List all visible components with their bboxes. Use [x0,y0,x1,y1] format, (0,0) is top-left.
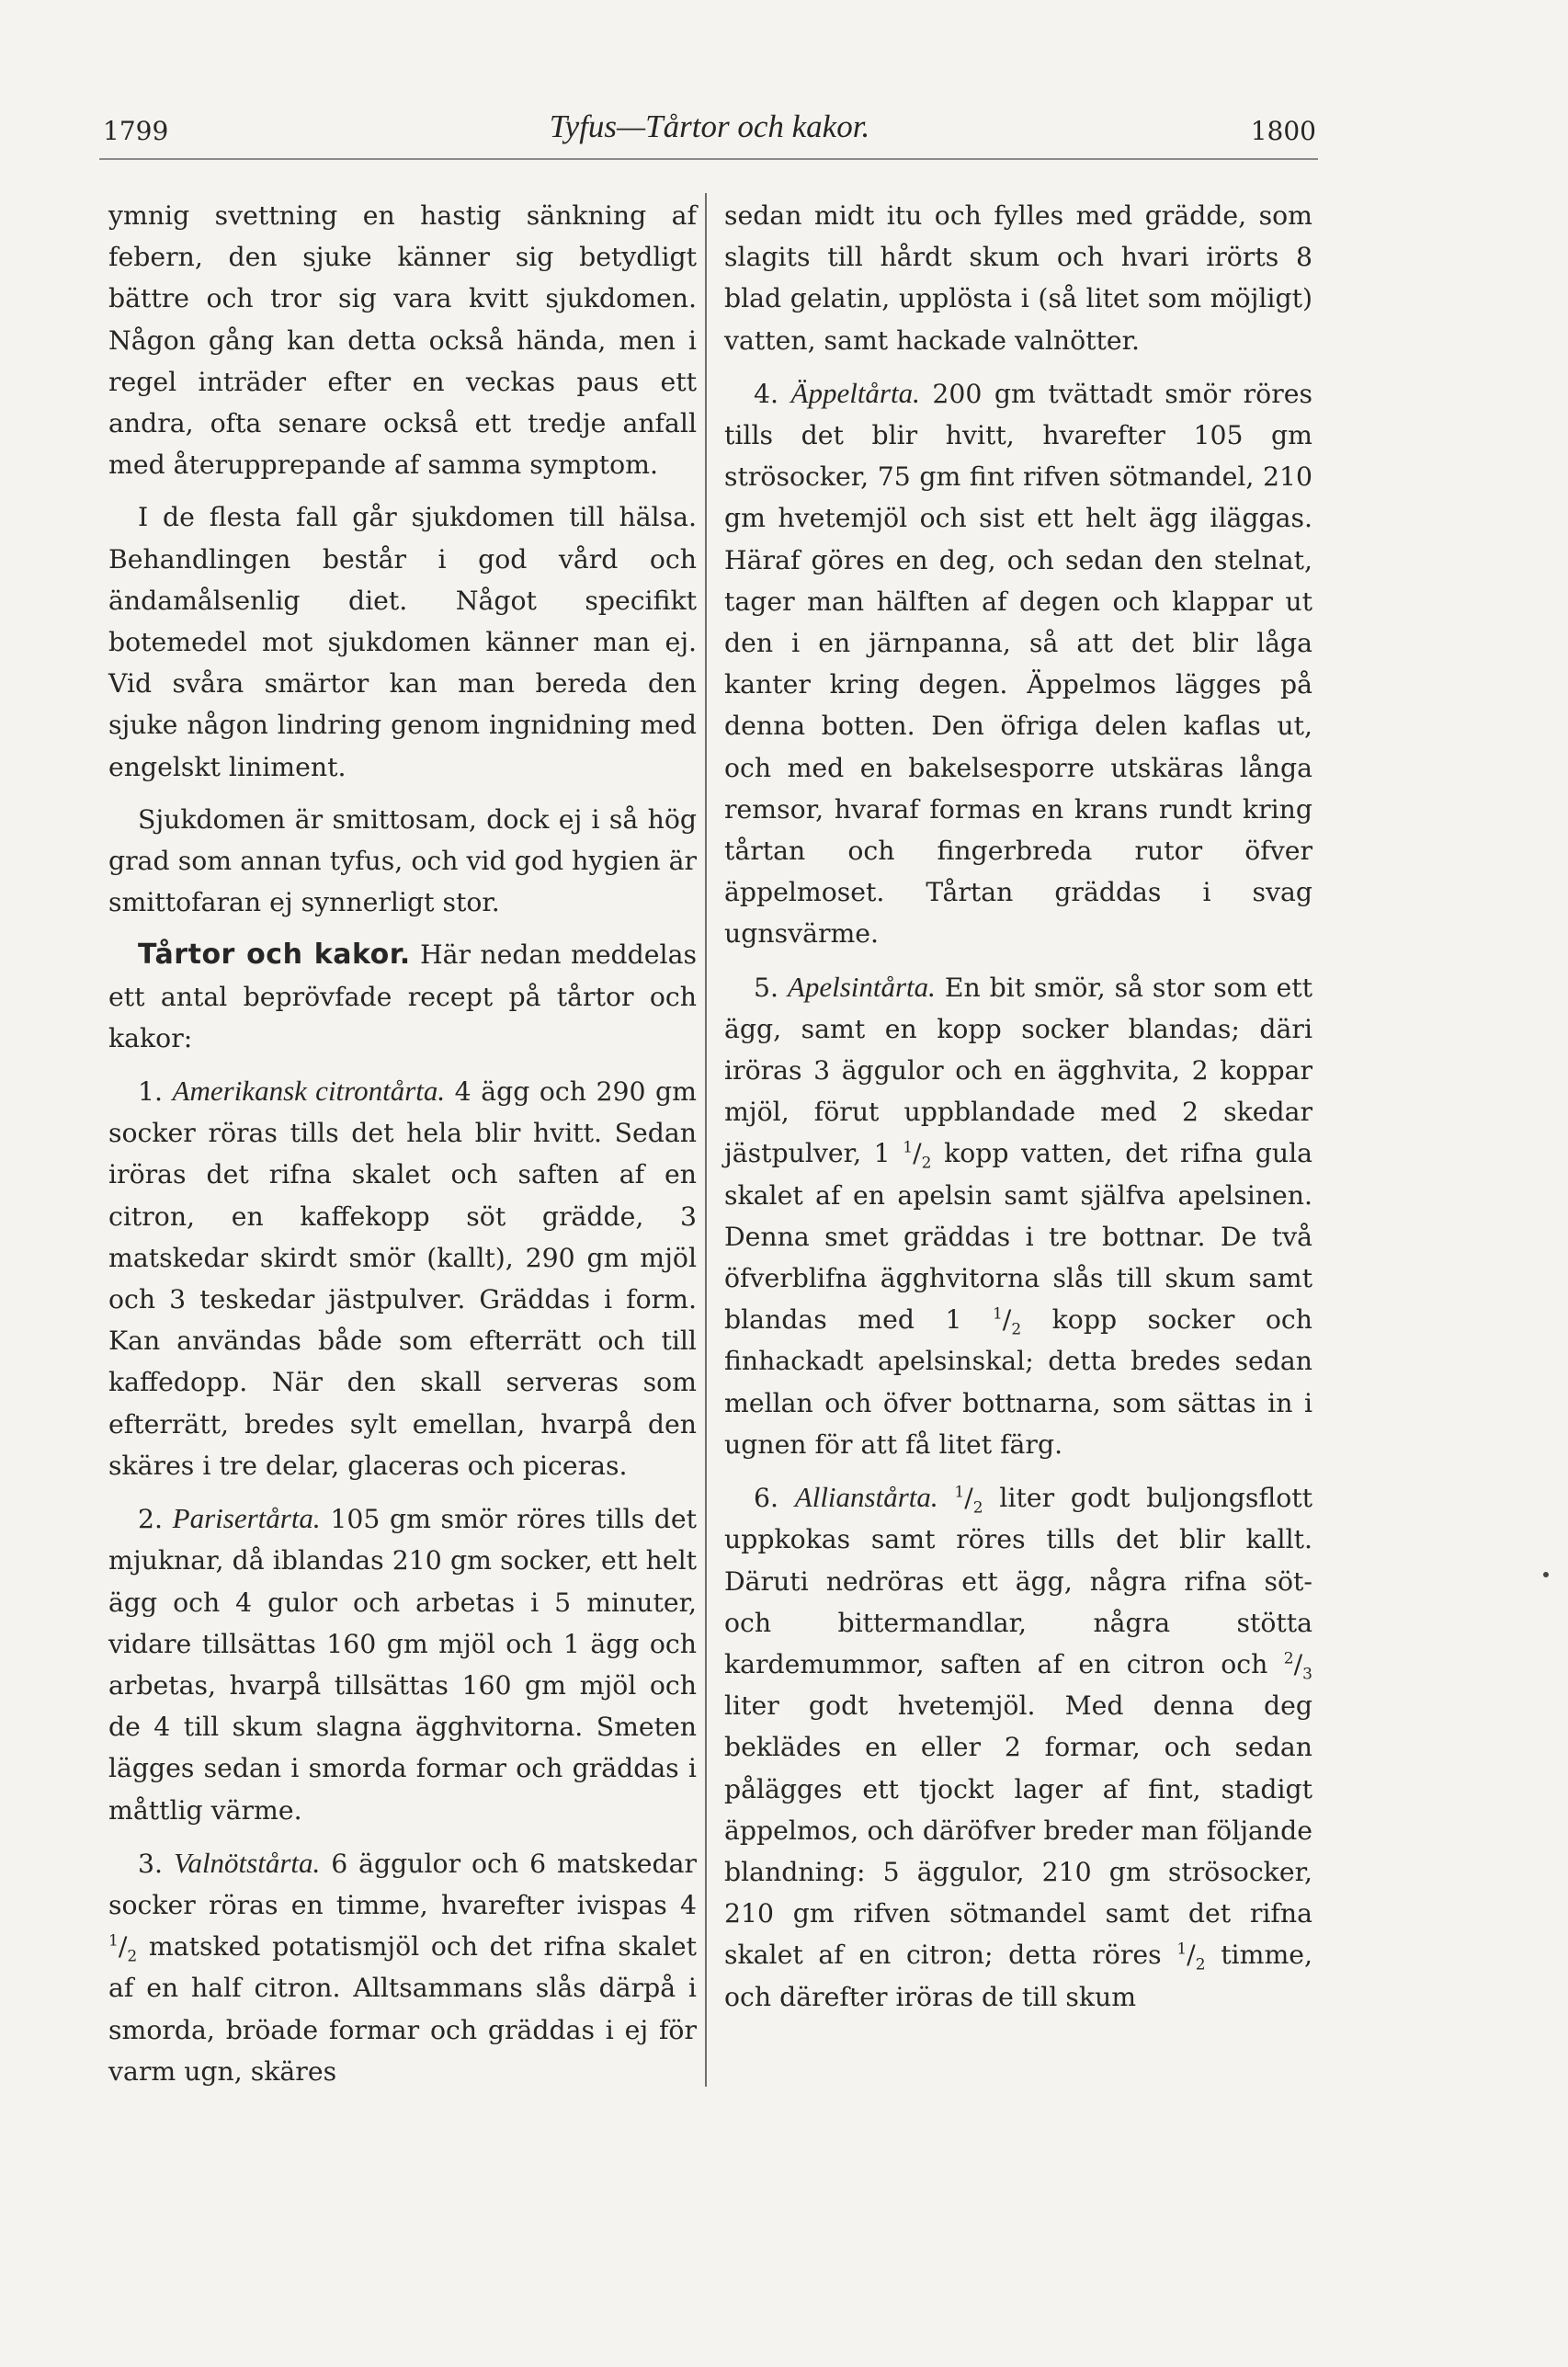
fraction: $^1/_2$ [992,1304,1022,1339]
paragraph: Sjukdomen är smittosam, dock ej i så hög grad som annan tyfus, och vid god hygien är smittofaran ej synnerligt stor. [108,803,697,918]
recipe-title: Amerikansk citrontårta. [172,1075,446,1108]
page-number-left: 1799 [103,116,169,146]
recipe-title: Apelsintårta. [787,970,936,1003]
recipe-text: kopp socker och finhackadt apelsinskal; detta bredes sedan mellan och öfver bottnarna, som sättas in i ugnen för att få litet färg. [724,1304,1312,1460]
paragraph: ymnig svettning en hastig sänkning af febern, den sjuke känner sig betydligt bättre och tror sig vara kvitt sjukdomen. Någon gång kan detta också hända, men i regel inträder efter en veckas paus ett andra, ofta senare också ett tredje anfall med återupprepande af samma symptom. [108,200,697,481]
section-intro: Här nedan meddelas ett antal beprövfade recept på tårtor och kakor: [108,939,697,1053]
page-number-right: 1800 [1250,116,1316,146]
left-column [108,195,697,2103]
recipe-6 [724,1476,1312,2018]
fraction: $^1/_2$ [903,1138,932,1174]
right-column [724,195,1312,2029]
fraction: $^2/_3$ [1283,1648,1312,1684]
running-title: Tyfus—Tårtor och kakor. [549,108,870,144]
recipe-title: Valnötstårta. [173,1846,321,1879]
recipe-title: Äppeltårta. [790,376,920,409]
fraction: $^1/_2$ [954,1483,983,1518]
ink-speck [1543,1572,1549,1577]
recipe-number: 5. [754,972,778,1003]
recipe-text: 105 gm smör röres tills det mjuknar, då iblandas 210 gm socker, ett helt ägg och 4 gulor och arbetas i 5 minuter, vidare tillsättas 160 gm mjöl och 1 ägg och arbetas, hvarpå tillsättas 160 gm mjöl och de 4 till skum slagna ägghvitorna. Smeten lägges sedan i smorda formar och gräddas i måttlig värme. [108,1504,697,1826]
recipe-title: Parisertårta. [172,1502,321,1535]
recipe-text: 6 äggulor och 6 matskedar socker röras en timme, hvarefter ivispas 4 [108,1848,697,1920]
recipe-5 [724,966,1312,1465]
recipe-number: 2. [138,1504,163,1535]
header-rule [99,158,1318,160]
recipe-3 [108,1842,697,2092]
recipe-text: 200 gm tvättadt smör röres tills det blir hvitt, hvarefter 105 gm strösocker, 75 gm fint rifven sötmandel, 210 gm hvetemjöl och sist ett helt ägg iläggas. Häraf göres en deg, och sedan den stelnat, tager man hälften af degen och klappar ut den i en järnpanna, så att det blir låga kanter kring degen. Äppelmos lägges på denna botten. Den öfriga delen kaflas ut, och med en bakelsesporre utskäras långa remsor, hvaraf formas en krans rundt kring tårtan och fingerbreda rutor öfver äppelmoset. Tårtan gräddas i svag ugnsvärme. [724,378,1312,950]
recipe-number: 1. [138,1076,163,1108]
recipe-text: timme, och därefter iröras de till skum [724,1940,1313,2012]
fraction: $^1/_2$ [108,1931,138,1966]
recipe-number: 6. [754,1483,778,1514]
recipe-text: 4 ägg och 290 gm socker röras tills det hela blir hvitt. Sedan iröras det rifna skalet och saften af en citron, en kaffekopp söt grädde, 3 matskedar skirdt smör (kallt), 290 gm mjöl och 3 teskedar jästpulver. Gräddas i form. Kan användas både som efterrätt och till kaffedopp. När den skall serveras som efterrätt, bredes sylt emellan, hvarpå den skäres i tre delar, glaceras och piceras. [108,1076,697,1481]
recipe-1 [108,1070,697,1486]
section-paragraph [108,934,697,1059]
fraction: $^1/_2$ [1176,1940,1206,1974]
recipe-number: 3. [138,1848,163,1879]
recipe-text: liter godt buljongsflott uppkokas samt röres tills det blir kallt. Däruti nedröras ett ägg, några rifna söt- och bittermandlar, några stötta kardemummor, saften af en citron och [724,1483,1312,1679]
recipe-text: liter godt hvetemjöl. Med denna deg beklädes en eller 2 formar, och sedan pålägges ett tjockt lager af fint, stadigt äppelmos, och däröfver breder man följande blandning: 5 äggulor, 210 gm strösocker, 210 gm rifven sötmandel samt det rifna skalet af en citron; detta röres [724,1690,1312,1971]
recipe-text: kopp vatten, det rifna gula skalet af en apelsin samt själfva apelsinen. Denna smet gräddas i tre bottnar. De två öfverblifna ägghvitorna slås till skum samt blandas med 1 [724,1138,1313,1336]
section-heading: Tårtor och kakor. [138,939,411,972]
recipe-2 [108,1497,697,1831]
recipe-4 [724,372,1312,955]
recipe-text: En bit smör, så stor som ett ägg, samt en kopp socker blandas; däri iröras 3 äggulor och en ägghvita, 2 koppar mjöl, förut uppblandade med 2 skedar jästpulver, 1 [724,972,1313,1169]
recipe-title: Allianstårta. [794,1481,938,1514]
recipe-number: 4. [754,378,778,409]
paragraph: I de flesta fall går sjukdomen till hälsa. Behandlingen består i god vård och ändamålsenlig diet. Något specifikt botemedel mot sjukdomen känner man ej. Vid svåra smärtor kan man bereda den sjuke någon lindring genom ingnidning med engelskt liniment. [108,502,697,782]
paragraph: sedan midt itu och fylles med grädde, som slagits till hårdt skum och hvari irörts 8 blad gelatin, upplösta i (så litet som möjligt) vatten, samt hackade valnötter. [724,200,1312,356]
column-divider [705,193,707,2087]
page-header [103,108,1316,154]
recipe-text: matsked potatismjöl och det rifna skalet af en half citron. Alltsammans slås därpå i smorda, bröade formar och gräddas i ej för varm ugn, skäres [108,1931,698,2087]
